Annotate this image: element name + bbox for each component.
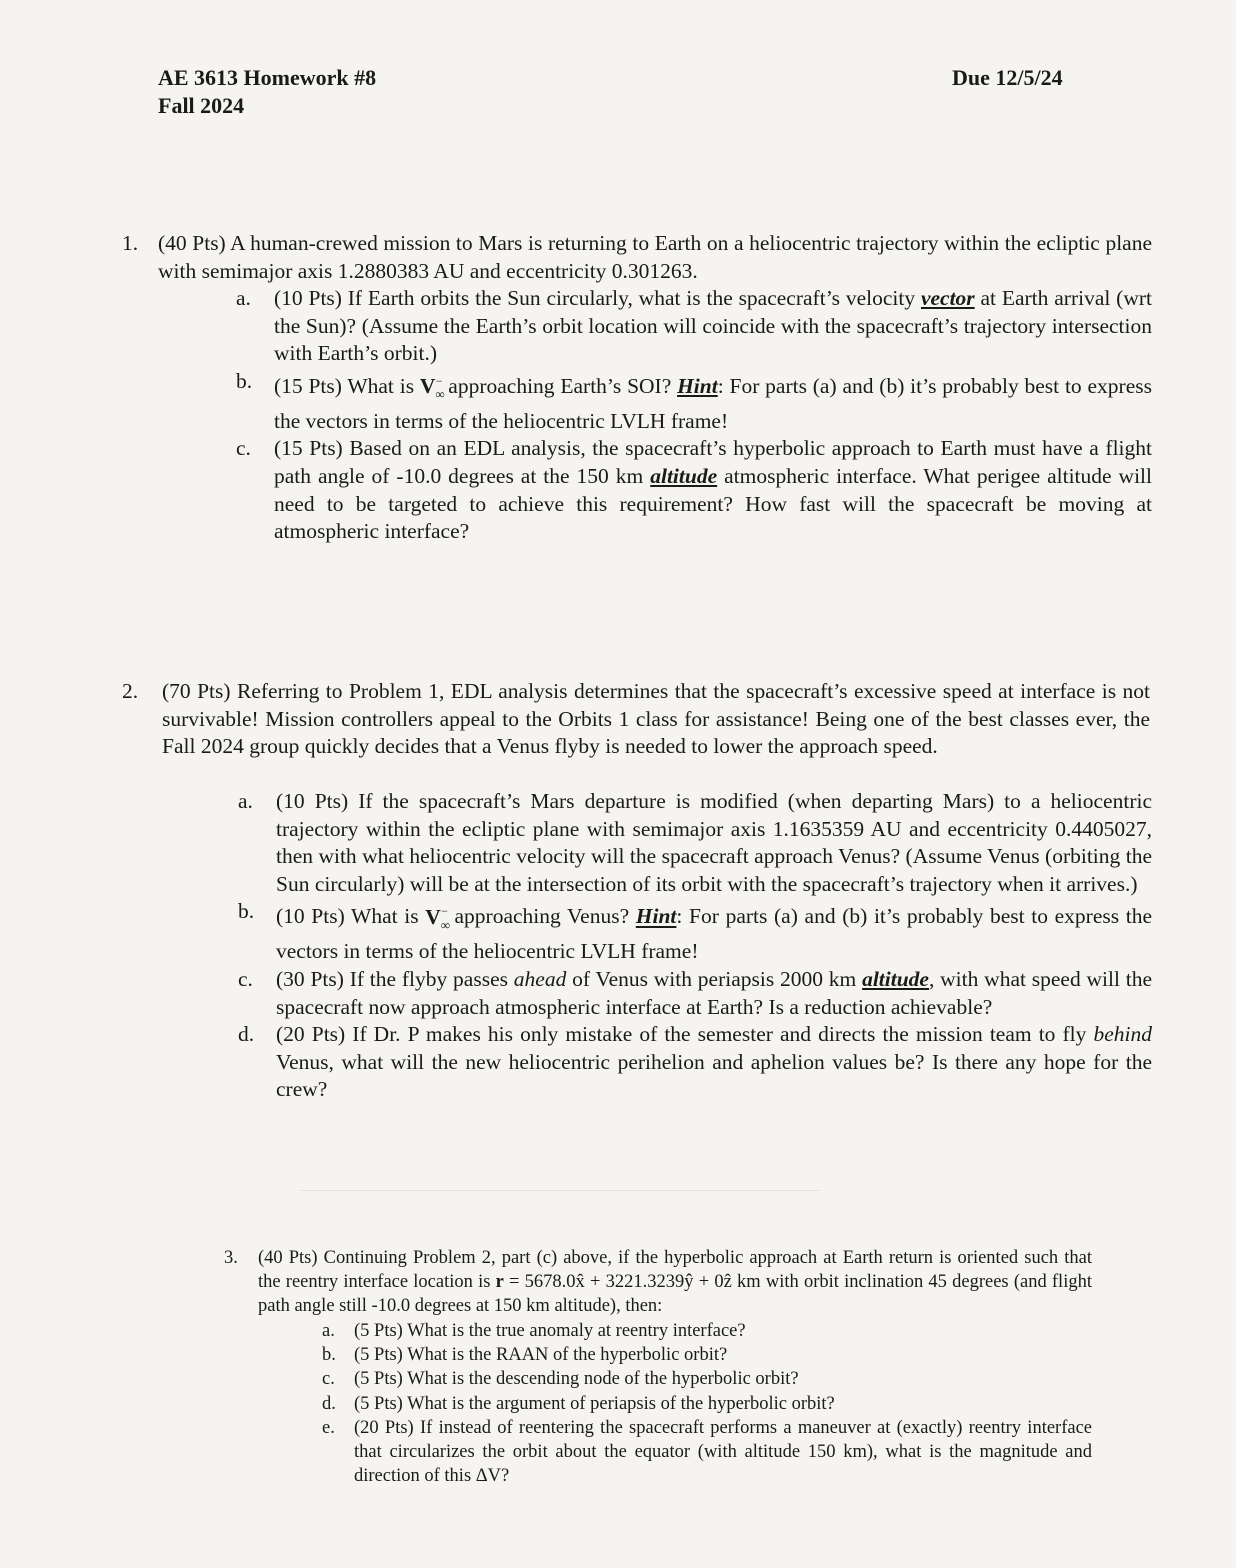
due-date: Due 12/5/24 <box>952 65 1063 90</box>
text-run: (20 Pts) If Dr. P makes his only mistake of the semester and directs the mission team to fly <box>276 1022 1094 1047</box>
part-letter: a. <box>236 286 251 310</box>
part-letter: b. <box>238 899 255 924</box>
part-text <box>274 285 1152 368</box>
emphasis: altitude <box>650 464 718 489</box>
header-left <box>158 64 376 120</box>
part-b <box>238 898 1152 966</box>
hint-label: Hint <box>677 373 718 398</box>
part-b <box>322 1343 1092 1367</box>
text-run: : For parts (a) and (b) it’s probably best to express the vectors in terms of the heliocentric LVLH frame! <box>274 373 1152 433</box>
part-text: (5 Pts) What is the true anomaly at reentry interface? <box>354 1321 746 1341</box>
hint-label: Hint <box>635 904 677 929</box>
part-letter: a. <box>322 1321 335 1341</box>
problem-text: (40 Pts) A human-crewed mission to Mars is returning to Earth on a heliocentric trajectory within the ecliptic plane with semimajor axis 1.2880383 AU and eccentricity 0.301263. <box>158 231 1152 283</box>
part-text <box>274 368 1152 436</box>
term: Fall 2024 <box>158 93 245 118</box>
part-text: (10 Pts) If the spacecraft’s Mars departure is modified (when departing Mars) to a heliocentric trajectory within the ecliptic plane with semimajor axis 1.1635359 AU and eccentricity 0.4405027, then with what heliocentric velocity will the spacecraft approach Venus? (Assume Venus (orbiting the Sun circularly) will be at the intersection of its orbit with the spacecraft’s trajectory when it arrives.) <box>276 789 1152 896</box>
part-text: (5 Pts) What is the argument of periapsis of the hyperbolic orbit? <box>354 1393 835 1414</box>
problem-number: 1. <box>122 231 139 255</box>
problem-parts <box>236 285 1152 546</box>
part-c <box>238 966 1152 1021</box>
part-a <box>236 285 1152 368</box>
part-letter: d. <box>322 1393 336 1414</box>
part-d <box>322 1392 1092 1416</box>
text-run: approaching Earth’s SOI? <box>442 373 678 398</box>
part-letter: a. <box>238 789 253 813</box>
v-sub: ∞ <box>435 386 445 402</box>
text-run: approaching Venus? <box>447 904 636 929</box>
part-letter: c. <box>236 436 251 461</box>
part-d <box>238 1021 1152 1104</box>
part-text: (5 Pts) What is the RAAN of the hyperbolic orbit? <box>354 1345 728 1366</box>
part-letter: c. <box>322 1369 335 1390</box>
problem-text: (70 Pts) Referring to Problem 1, EDL analysis determines that the spacecraft’s excessive speed at interface is not survivable! Mission controllers appeal to the Orbits 1 class for assistance! Being one of the best classes ever, the Fall 2024 group quickly decides that a Venus flyby is needed to lower the approach speed. <box>162 679 1150 759</box>
r-vector: r <box>495 1272 504 1293</box>
part-text <box>274 435 1152 545</box>
v-sup: − <box>441 904 448 919</box>
part-text: (20 Pts) If instead of reentering the spacecraft performs a maneuver at (exactly) reentry interface that circularizes the orbit about the equator (with altitude 150 km), what is the magnitude and direction of this ΔV? <box>354 1417 1092 1487</box>
text-run: of Venus with periapsis 2000 km <box>566 967 863 992</box>
part-letter: b. <box>236 368 253 393</box>
part-c <box>322 1367 1092 1391</box>
problem-text <box>258 1246 1092 1319</box>
problem-parts <box>322 1319 1092 1488</box>
divider <box>300 1190 820 1191</box>
course-title: AE 3613 Homework #8 <box>158 65 377 90</box>
problem-number: 2. <box>122 679 139 703</box>
text-run: = 5678.0x̂ + 3221.3239ŷ + 0ẑ km with orbit inclination 45 degrees (and flight path angle still -10.0 degrees at 150 km altitude), then: <box>258 1272 1092 1317</box>
part-letter: c. <box>238 967 253 992</box>
v-infinity <box>425 904 451 932</box>
text-run: Venus, what will the new heliocentric perihelion and aphelion values be? Is there any hope for the crew? <box>276 1049 1152 1102</box>
part-text: (5 Pts) What is the descending node of the hyperbolic orbit? <box>354 1369 799 1390</box>
emphasis: vector <box>920 286 975 310</box>
part-letter: b. <box>322 1345 336 1366</box>
v-symbol: V <box>425 904 441 929</box>
v-sup: − <box>435 373 443 388</box>
emphasis: altitude <box>862 967 929 992</box>
part-a <box>322 1319 1092 1343</box>
v-symbol: V <box>419 373 436 398</box>
part-letter: d. <box>238 1022 255 1047</box>
part-e <box>322 1416 1092 1489</box>
part-letter: e. <box>322 1417 335 1438</box>
text-run: atmospheric interface. What perigee altitude will need to be targeted to achieve this requirement? How fast will the spacecraft be moving at atmospheric interface? <box>274 464 1152 544</box>
problem-parts <box>238 788 1152 1104</box>
text-run: (15 Pts) Based on an EDL analysis, the spacecraft’s hyperbolic approach to Earth must have a flight path angle of -10.0 degrees at the 150 km <box>274 436 1152 489</box>
part-c <box>236 435 1152 545</box>
text-run: at Earth arrival (wrt the Sun)? (Assume the Earth’s orbit location will coincide with the spacecraft’s trajectory intersection with Earth’s orbit.) <box>274 286 1152 366</box>
italic-word: behind <box>1093 1022 1152 1047</box>
part-text <box>276 966 1152 1021</box>
v-sub: ∞ <box>440 916 451 932</box>
text-run: (40 Pts) Continuing Problem 2, part (c) above, if the hyperbolic approach at Earth return is oriented such that the reentry interface location is <box>258 1248 1092 1293</box>
part-text <box>276 1021 1152 1104</box>
italic-word: ahead <box>513 967 567 992</box>
text-run: : For parts (a) and (b) it’s probably best to express the vectors in terms of the heliocentric LVLH frame! <box>276 904 1153 964</box>
text-run: (15 Pts) What is <box>274 373 420 398</box>
part-text <box>276 898 1152 966</box>
text-run: (10 Pts) If Earth orbits the Sun circularly, what is the spacecraft’s velocity <box>274 286 921 310</box>
text-run: (30 Pts) If the flyby passes <box>276 967 514 992</box>
text-run: , with what speed will the spacecraft now approach atmospheric interface at Earth? Is a reduction achievable? <box>276 967 1152 1019</box>
part-b <box>236 368 1152 436</box>
text-run: (10 Pts) What is <box>276 904 426 929</box>
problem-number: 3. <box>224 1248 238 1268</box>
part-a <box>238 788 1152 898</box>
v-infinity <box>419 373 445 402</box>
